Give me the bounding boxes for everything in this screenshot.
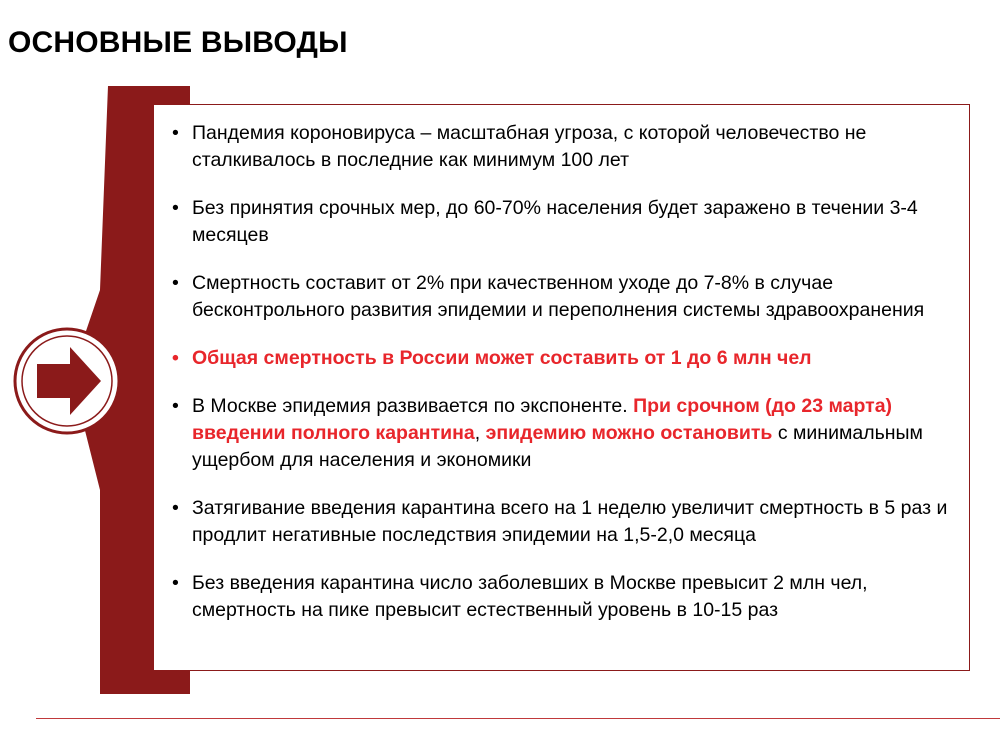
- list-item: • Без принятия срочных мер, до 60-70% населения будет заражено в течении 3-4 месяцев: [172, 195, 962, 249]
- text-segment: В Москве эпидемия развивается по экспоненте.: [192, 395, 634, 417]
- list-item: • Смертность составит от 2% при качественном уходе до 7-8% в случае бесконтрольного развития эпидемии и переполнения системы здравоохранения: [172, 270, 962, 324]
- page-title: ОСНОВНЫЕ ВЫВОДЫ: [8, 26, 348, 59]
- list-item: • Затягивание введения карантина всего на 1 неделю увеличит смертность в 5 раз и продлит негативные последствия эпидемии на 1,5-2,0 месяца: [172, 495, 962, 549]
- list-item-highlight: • Общая смертность в России может составить от 1 до 6 млн чел: [172, 345, 962, 372]
- highlight-text: эпидемию можно остановить: [485, 422, 773, 444]
- conclusions-list: [172, 120, 962, 645]
- list-item: • Пандемия короновируса – масштабная угроза, с которой человечество не сталкивалось в последние как минимум 100 лет: [172, 120, 962, 174]
- text-segment: с минимальным ущербом для населения и экономики: [192, 422, 923, 471]
- text-segment: ,: [474, 422, 486, 444]
- footer-divider: [36, 718, 1000, 719]
- highlight-text: При срочном (до 23 марта) введении полного карантина: [192, 395, 893, 444]
- list-item: • Без введения карантина число заболевших в Москве превысит 2 млн чел, смертность на пике превысит естественный уровень в 10-15 раз: [172, 570, 962, 624]
- list-item: [172, 393, 962, 474]
